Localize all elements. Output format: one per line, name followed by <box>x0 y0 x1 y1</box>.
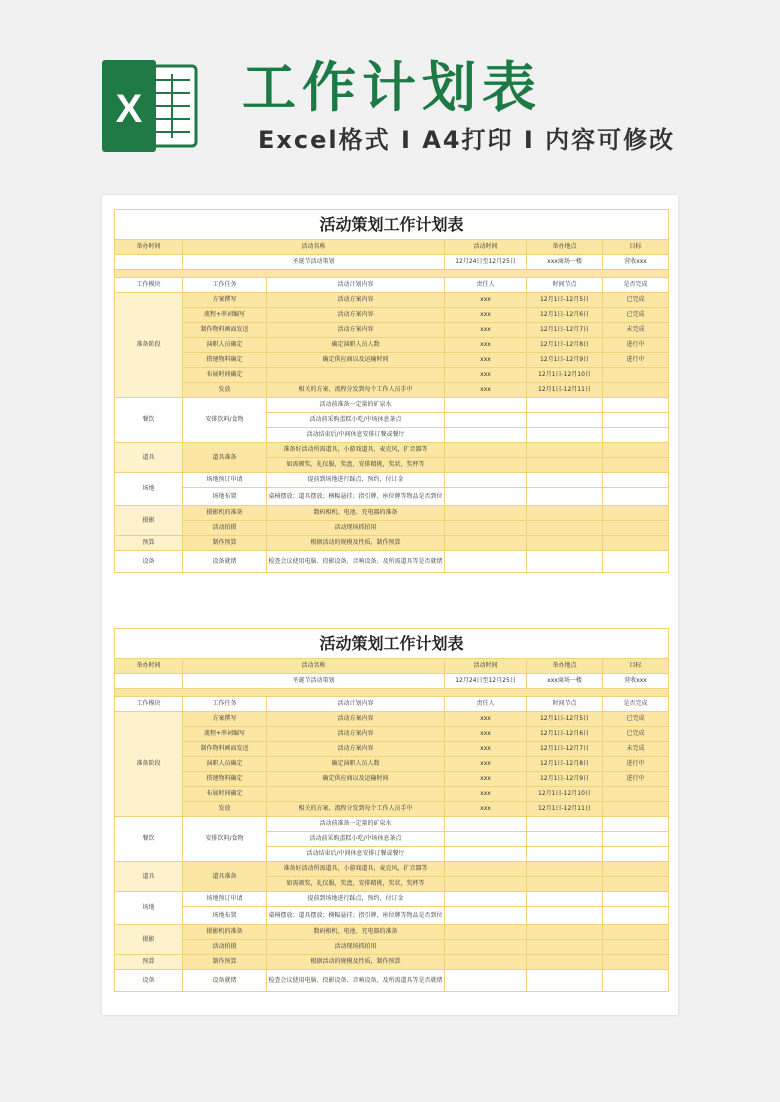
table-cell: 活动拍摄 <box>183 521 267 536</box>
header-cell: 工作任务 <box>183 697 267 712</box>
table-row <box>115 473 669 488</box>
module-cell: 预算 <box>115 955 183 970</box>
module-cell: 场地 <box>115 892 183 925</box>
table-cell <box>527 443 603 458</box>
header-cell: 举办地点 <box>527 659 603 674</box>
table-cell: 布展时间确定 <box>183 787 267 802</box>
table-row <box>115 398 669 413</box>
table-row <box>115 772 669 787</box>
table-cell: 相关的方案、流程分发到每个工作人员手中 <box>267 383 445 398</box>
table-cell <box>445 877 527 892</box>
table-row <box>115 323 669 338</box>
table-cell: 搭建物料确定 <box>183 772 267 787</box>
table-cell <box>527 940 603 955</box>
table-row <box>115 629 669 659</box>
table-row <box>115 551 669 573</box>
table-row <box>115 907 669 925</box>
table-row <box>115 787 669 802</box>
table-cell: 12月1日-12月8日 <box>527 757 603 772</box>
document-sheet <box>102 195 678 1015</box>
table-cell: xxx <box>445 712 527 727</box>
table-cell <box>603 551 669 573</box>
table-cell <box>527 521 603 536</box>
table-cell: xxx <box>445 353 527 368</box>
header-cell: 活动时间 <box>445 240 527 255</box>
module-cell: 准备阶段 <box>115 293 183 398</box>
table-cell: 制作物料画面发送 <box>183 323 267 338</box>
table-row <box>115 892 669 907</box>
table-cell: 12月24日至12月25日 <box>445 255 527 270</box>
table-cell <box>445 955 527 970</box>
table-row <box>115 278 669 293</box>
module-cell: 预算 <box>115 536 183 551</box>
table-row <box>115 368 669 383</box>
table-cell <box>603 521 669 536</box>
table-cell: 数码相机、电池、充电器的准备 <box>267 925 445 940</box>
table-row <box>115 970 669 992</box>
table-cell: 12月1日-12月5日 <box>527 293 603 308</box>
table-cell: 营收xxx <box>603 674 669 689</box>
table-cell: 已完成 <box>603 712 669 727</box>
table-cell: xxx <box>445 757 527 772</box>
table-cell: 制作预算 <box>183 955 267 970</box>
table-cell: xxx <box>445 293 527 308</box>
table-row <box>115 338 669 353</box>
table-cell: 发放 <box>183 383 267 398</box>
table-row <box>115 862 669 877</box>
table-cell <box>445 832 527 847</box>
spacer-row <box>115 689 669 697</box>
table-cell <box>527 458 603 473</box>
table-cell <box>115 255 183 270</box>
plan-table <box>114 209 669 573</box>
module-cell: 摄影 <box>115 925 183 955</box>
table-cell: 制作预算 <box>183 536 267 551</box>
table-cell: 活动方案内容 <box>267 323 445 338</box>
table-cell: 活动前采购蛋糕小吃/中场休息茶点 <box>267 413 445 428</box>
table-cell: 活动前准备一定量的矿泉水 <box>267 398 445 413</box>
table-row <box>115 659 669 674</box>
table-cell: xxx <box>445 742 527 757</box>
table-cell: xxx <box>445 787 527 802</box>
table-cell: xxx <box>445 772 527 787</box>
table-cell: 方案撰写 <box>183 293 267 308</box>
table-row <box>115 817 669 832</box>
table-cell <box>603 877 669 892</box>
table-cell: 场地布置 <box>183 488 267 506</box>
table-cell <box>445 940 527 955</box>
module-cell: 餐饮 <box>115 817 183 862</box>
table-cell <box>527 536 603 551</box>
table-cell <box>527 862 603 877</box>
table-cell: 流程+串词编写 <box>183 727 267 742</box>
table-cell <box>527 832 603 847</box>
header-cell: 是否完成 <box>603 278 669 293</box>
table-cell: 活动现场抓拍用 <box>267 940 445 955</box>
table-cell: 搭建物料确定 <box>183 353 267 368</box>
svg-text:X: X <box>115 87 143 131</box>
table-cell <box>445 536 527 551</box>
table-row <box>115 506 669 521</box>
table-cell: 活动结束后/中间休息安排订餐或餐厅 <box>267 428 445 443</box>
table-cell: xxx <box>445 383 527 398</box>
module-cell: 设备 <box>115 551 183 573</box>
table-cell: 布展时间确定 <box>183 368 267 383</box>
header-cell: 工作任务 <box>183 278 267 293</box>
table-cell: 提前到场地进行踩点，预约，付订金 <box>267 473 445 488</box>
table-row <box>115 521 669 536</box>
page-title: 工作计划表 <box>242 56 542 119</box>
table-row <box>115 742 669 757</box>
table-cell <box>603 536 669 551</box>
header-cell: 活动名称 <box>183 240 445 255</box>
header-cell: 时间节点 <box>527 697 603 712</box>
table-cell <box>445 925 527 940</box>
table-cell: xxx <box>445 323 527 338</box>
table-cell <box>603 398 669 413</box>
table-cell <box>603 862 669 877</box>
table-cell: 活动拍摄 <box>183 940 267 955</box>
header-cell: 工作模块 <box>115 278 183 293</box>
table-cell <box>445 817 527 832</box>
table-cell: 设备就绪 <box>183 551 267 573</box>
table-cell: 安排饮料/食物 <box>183 398 267 443</box>
table-cell <box>445 428 527 443</box>
table-cell <box>527 907 603 925</box>
table-cell: 12月1日-12月7日 <box>527 323 603 338</box>
table-cell <box>445 907 527 925</box>
table-cell <box>603 802 669 817</box>
table-cell <box>445 473 527 488</box>
table-cell: 未完成 <box>603 323 669 338</box>
table-cell: 道具准备 <box>183 443 267 473</box>
table-row <box>115 443 669 458</box>
table-cell: xxx商场一楼 <box>527 255 603 270</box>
table-cell <box>603 443 669 458</box>
table-cell: 演职人员确定 <box>183 757 267 772</box>
header-cell: 活动名称 <box>183 659 445 674</box>
table-cell <box>445 970 527 992</box>
table-cell <box>527 970 603 992</box>
table-cell <box>527 955 603 970</box>
table-cell <box>267 787 445 802</box>
table-cell <box>445 862 527 877</box>
table-cell <box>603 907 669 925</box>
table-row <box>115 689 669 697</box>
table-cell: 桌椅摆放；道具摆放；横幅悬挂；指引牌、座位牌等物品是否到位 <box>267 907 445 925</box>
table-cell <box>603 473 669 488</box>
table-cell: xxx <box>445 727 527 742</box>
table-cell: 12月1日-12月10日 <box>527 368 603 383</box>
module-cell: 餐饮 <box>115 398 183 443</box>
table-cell: 确定供应商以及运输时间 <box>267 772 445 787</box>
header-cell: 举办时间 <box>115 659 183 674</box>
table-cell: 进行中 <box>603 353 669 368</box>
table-cell: 圣诞节活动策划 <box>183 255 445 270</box>
table-cell: 12月1日-12月7日 <box>527 742 603 757</box>
table-cell: 活动前采购蛋糕小吃/中场休息茶点 <box>267 832 445 847</box>
header-cell: 时间节点 <box>527 278 603 293</box>
table-cell: 如需颁奖，礼仪服，奖盘，安排精挑，奖状，奖杯等 <box>267 458 445 473</box>
table-cell <box>445 398 527 413</box>
table-cell: 已完成 <box>603 308 669 323</box>
table-cell <box>603 488 669 506</box>
table-cell: 12月1日-12月8日 <box>527 338 603 353</box>
header-cell: 是否完成 <box>603 697 669 712</box>
module-cell: 道具 <box>115 443 183 473</box>
table-cell <box>603 847 669 862</box>
table-row <box>115 712 669 727</box>
table-cell: 12月1日-12月11日 <box>527 802 603 817</box>
table-cell: 12月1日-12月11日 <box>527 383 603 398</box>
table-cell: 流程+串词编写 <box>183 308 267 323</box>
table-cell <box>603 892 669 907</box>
table-cell <box>527 473 603 488</box>
table-cell <box>603 458 669 473</box>
table-cell <box>115 674 183 689</box>
header-cell: 活动计划内容 <box>267 278 445 293</box>
table-row <box>115 757 669 772</box>
table-cell <box>267 368 445 383</box>
table-cell: 12月24日至12月25日 <box>445 674 527 689</box>
table-cell: 进行中 <box>603 338 669 353</box>
table-cell: 12月1日-12月5日 <box>527 712 603 727</box>
table-cell: 活动方案内容 <box>267 308 445 323</box>
table-cell <box>445 413 527 428</box>
table-cell: 制作物料画面发送 <box>183 742 267 757</box>
table-cell: 场地预订申请 <box>183 892 267 907</box>
table-cell <box>527 925 603 940</box>
table-row <box>115 293 669 308</box>
table-cell: 活动方案内容 <box>267 727 445 742</box>
table-cell <box>445 551 527 573</box>
table-cell: xxx <box>445 368 527 383</box>
table-cell <box>603 506 669 521</box>
table-cell <box>603 970 669 992</box>
table-cell: 未完成 <box>603 742 669 757</box>
excel-logo-icon <box>100 60 200 152</box>
table-cell: 场地预订申请 <box>183 473 267 488</box>
table-cell <box>603 787 669 802</box>
table-cell: 12月1日-12月9日 <box>527 353 603 368</box>
table-row <box>115 727 669 742</box>
table-cell: xxx <box>445 802 527 817</box>
table-cell: xxx商场一楼 <box>527 674 603 689</box>
header-cell: 活动计划内容 <box>267 697 445 712</box>
table-cell: 活动前准备一定量的矿泉水 <box>267 817 445 832</box>
table-cell <box>445 443 527 458</box>
table-cell: 12月1日-12月10日 <box>527 787 603 802</box>
table-row <box>115 802 669 817</box>
table-cell: 场地布置 <box>183 907 267 925</box>
table-row <box>115 240 669 255</box>
table-cell <box>603 955 669 970</box>
header-cell: 举办时间 <box>115 240 183 255</box>
table-cell <box>527 847 603 862</box>
table-cell: 相关的方案、流程分发到每个工作人员手中 <box>267 802 445 817</box>
table-title: 活动策划工作计划表 <box>115 210 669 240</box>
table-cell <box>527 892 603 907</box>
table-cell <box>445 458 527 473</box>
table-cell <box>527 551 603 573</box>
table-cell: 数码相机、电池、充电器的准备 <box>267 506 445 521</box>
header-cell: 责任人 <box>445 697 527 712</box>
table-cell: 摄影机的准备 <box>183 925 267 940</box>
table-cell: 12月1日-12月6日 <box>527 727 603 742</box>
table-cell: 营收xxx <box>603 255 669 270</box>
table-row <box>115 674 669 689</box>
table-row <box>115 697 669 712</box>
table-row <box>115 210 669 240</box>
table-row <box>115 383 669 398</box>
header-cell: 工作模块 <box>115 697 183 712</box>
table-cell <box>445 521 527 536</box>
table-row <box>115 925 669 940</box>
table-cell: 已完成 <box>603 727 669 742</box>
header-cell: 活动时间 <box>445 659 527 674</box>
table-cell: 活动方案内容 <box>267 293 445 308</box>
table-cell: 确定演职人员人数 <box>267 757 445 772</box>
table-cell <box>445 892 527 907</box>
table-cell: 根据活动的规模及性质，制作预算 <box>267 955 445 970</box>
table-cell: 活动结束后/中间休息安排订餐或餐厅 <box>267 847 445 862</box>
plan-table <box>114 628 669 992</box>
table-cell: 确定供应商以及运输时间 <box>267 353 445 368</box>
table-cell <box>603 368 669 383</box>
table-cell <box>603 832 669 847</box>
table-cell <box>527 877 603 892</box>
table-cell: 如需颁奖，礼仪服，奖盘，安排精挑，奖状，奖杯等 <box>267 877 445 892</box>
module-cell: 场地 <box>115 473 183 506</box>
table-cell: 演职人员确定 <box>183 338 267 353</box>
table-row <box>115 488 669 506</box>
table-row <box>115 955 669 970</box>
table-cell: 准备好活动所需道具，小游戏道具，麦克风，扩音器等 <box>267 862 445 877</box>
table-cell <box>603 383 669 398</box>
table-cell <box>527 413 603 428</box>
table-cell: 检查会议使用电脑、投影设备、音响设备、及所需道具等是否就绪 <box>267 970 445 992</box>
table-cell <box>603 817 669 832</box>
table-cell: 12月1日-12月9日 <box>527 772 603 787</box>
table-cell <box>445 847 527 862</box>
table-cell <box>527 428 603 443</box>
table-cell: 根据活动的规模及性质，制作预算 <box>267 536 445 551</box>
table-cell: 活动方案内容 <box>267 712 445 727</box>
table-cell: 提前到场地进行踩点，预约，付订金 <box>267 892 445 907</box>
table-cell: 检查会议使用电脑、投影设备、音响设备、及所需道具等是否就绪 <box>267 551 445 573</box>
table-cell <box>527 817 603 832</box>
table-cell <box>603 925 669 940</box>
table-cell: 已完成 <box>603 293 669 308</box>
table-cell: 发放 <box>183 802 267 817</box>
table-cell <box>603 413 669 428</box>
table-cell: 进行中 <box>603 757 669 772</box>
table-title: 活动策划工作计划表 <box>115 629 669 659</box>
table-cell: 桌椅摆放；道具摆放；横幅悬挂；指引牌、座位牌等物品是否到位 <box>267 488 445 506</box>
table-cell: 方案撰写 <box>183 712 267 727</box>
table-cell: 确定演职人员人数 <box>267 338 445 353</box>
page-subtitle: Excel格式 I A4打印 I 内容可修改 <box>258 126 676 154</box>
table-cell: 12月1日-12月6日 <box>527 308 603 323</box>
table-row <box>115 308 669 323</box>
module-cell: 道具 <box>115 862 183 892</box>
table-row <box>115 353 669 368</box>
table-cell: 道具准备 <box>183 862 267 892</box>
table-cell: 活动方案内容 <box>267 742 445 757</box>
table-row <box>115 940 669 955</box>
table-cell <box>527 506 603 521</box>
module-cell: 设备 <box>115 970 183 992</box>
table-cell <box>527 398 603 413</box>
table-cell: 圣诞节活动策划 <box>183 674 445 689</box>
table-cell <box>603 940 669 955</box>
table-cell <box>445 488 527 506</box>
table-row <box>115 536 669 551</box>
table-cell <box>445 506 527 521</box>
header-cell: 举办地点 <box>527 240 603 255</box>
spacer-row <box>115 270 669 278</box>
table-row <box>115 270 669 278</box>
header-cell: 目标 <box>603 659 669 674</box>
header-cell: 责任人 <box>445 278 527 293</box>
table-cell: 活动现场抓拍用 <box>267 521 445 536</box>
table-cell: 摄影机的准备 <box>183 506 267 521</box>
table-cell: 设备就绪 <box>183 970 267 992</box>
table-cell: xxx <box>445 338 527 353</box>
table-row <box>115 255 669 270</box>
table-cell: 准备好活动所需道具，小游戏道具，麦克风，扩音器等 <box>267 443 445 458</box>
table-cell: xxx <box>445 308 527 323</box>
table-cell: 进行中 <box>603 772 669 787</box>
module-cell: 准备阶段 <box>115 712 183 817</box>
table-cell <box>603 428 669 443</box>
header-cell: 目标 <box>603 240 669 255</box>
table-cell <box>527 488 603 506</box>
table-cell: 安排饮料/食物 <box>183 817 267 862</box>
module-cell: 摄影 <box>115 506 183 536</box>
